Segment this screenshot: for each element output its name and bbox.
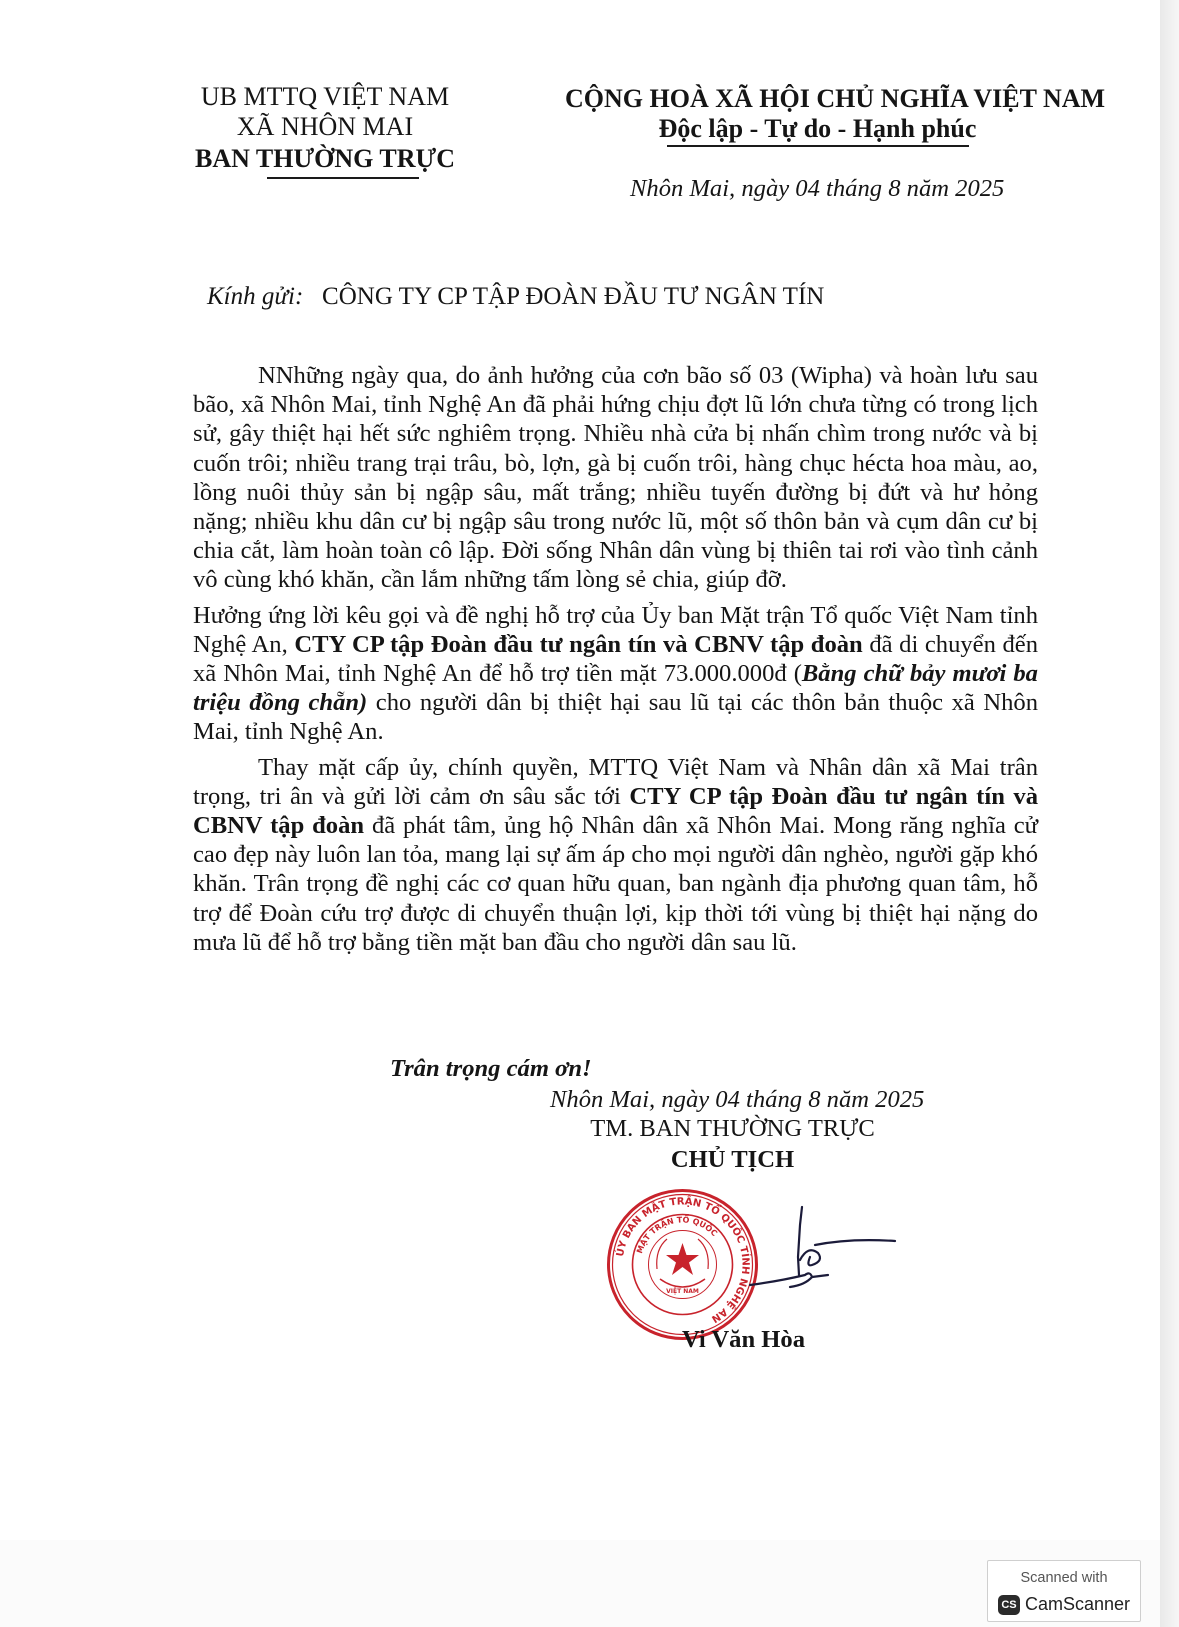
scan-margin: [0, 1540, 1160, 1627]
donor-name-2: CTY CP tập Đoàn đầu tư ngân tín và CBNV tập đoàn: [193, 782, 1038, 840]
donor-name: CTY CP tập Đoàn đầu tư ngân tín và CBNV tập đoàn: [294, 630, 863, 658]
camscanner-logo-icon: CS: [998, 1595, 1020, 1615]
header-left-underline: [267, 177, 419, 179]
paragraph-2: [193, 601, 1038, 747]
camscanner-watermark: [987, 1560, 1141, 1622]
camscanner-name: CamScanner: [1025, 1594, 1131, 1614]
recipient-label: Kính gửi:: [207, 283, 304, 310]
national-motto: Độc lập - Tự do - Hạnh phúc: [658, 114, 977, 143]
letter-body: [193, 361, 1038, 957]
signer-name: Vi Văn Hòa: [682, 1326, 805, 1353]
recipient-name: CÔNG TY CP TẬP ĐOÀN ĐẦU TƯ NGÂN TÍN: [322, 283, 825, 310]
closing-thanks: Trân trọng cám ơn!: [390, 1055, 592, 1082]
closing-date: Nhôn Mai, ngày 04 tháng 8 năm 2025: [550, 1086, 925, 1113]
issue-date: Nhôn Mai, ngày 04 tháng 8 năm 2025: [630, 175, 1005, 202]
handwritten-signature: [720, 1205, 910, 1305]
p3-text-c: đã phát tâm, ủng hộ Nhân dân xã Nhôn Mai. Mong răng nghĩa cử cao đẹp này luôn lan tỏa, mang lại sự ấm áp cho mọi người dân nghèo, người gặp khó khăn. Trân trọng đề nghị các cơ quan hữu quan, ban ngành địa phương quan tâm, hỗ trợ để Đoàn cứu trợ được di chuyển thuận lợi, kịp thời tới vùng bị thiệt hại nặng do mưa lũ để hỗ trợ bằng tiền mặt ban đầu cho người dân sau lũ.: [193, 812, 1038, 956]
p2-text-a: Hưởng ứng lời kêu gọi và đề nghị hỗ trợ của Ủy ban Mặt trận Tổ quốc Việt Nam tỉnh Nghệ An,: [193, 601, 1038, 658]
seal-center-text: VIỆT NAM: [666, 1288, 699, 1295]
p3-text-a: Thay mặt cấp ủy, chính quyền, MTTQ Việt Nam và Nhân dân xã Mai trân trọng, tri ân và gửi lời cảm ơn sâu sắc tới: [193, 753, 1038, 810]
org-name: UB MTTQ VIỆT NAM: [200, 82, 450, 111]
p2-text-c: đã di chuyển đến xã Nhôn Mai, tỉnh Nghệ An để hỗ trợ tiền mặt 73.000.000đ (: [193, 630, 1038, 688]
commune-name: XÃ NHÔN MAI: [236, 112, 414, 141]
motto-underline: [667, 145, 969, 147]
recipient-line: [207, 282, 824, 312]
national-title: CỘNG HOÀ XÃ HỘI CHỦ NGHĨA VIỆT NAM: [565, 84, 1106, 113]
seal-inner-text: MẶT TRẬN TỔ QUỐC: [635, 1215, 719, 1255]
standing-committee-label: BAN THƯỜNG TRỰC: [194, 144, 456, 173]
signer-title: CHỦ TỊCH: [670, 1146, 795, 1173]
scanned-with-text: Scanned with: [1020, 1570, 1108, 1586]
paragraph-3: [193, 753, 1038, 957]
paragraph-1: NNhững ngày qua, do ảnh hưởng của cơn bão số 03 (Wipha) và hoàn lưu sau bão, xã Nhôn Mai, tỉnh Nghệ An đã phải hứng chịu đợt lũ lớn chưa từng có trong lịch sử, gây thiệt hại hết sức nghiêm trọng. Nhiều nhà cửa bị nhấn chìm trong nước và bị cuốn trôi; nhiều trang trại trâu, bò, lợn, gà bị cuốn trôi, hàng chục hécta hoa màu, ao, lồng nuôi thủy sản bị ngập sâu, mất trắng; nhiều tuyến đường bị đứt và hư hỏng nặng; nhiều khu dân cư bị ngập sâu trong nước lũ, một số thôn bản và cụm dân cư bị chia cắt, làm hoàn toàn cô lập. Đời sống Nhân dân vùng bị thiên tai rơi vào tình cảnh vô cùng khó khăn, cần lắm những tấm lòng sẻ chia, giúp đỡ.: [193, 362, 1038, 594]
page-edge-shadow: [1160, 0, 1179, 1627]
seal-outer-text: ỦY BAN MẶT TRẬN TỔ QUỐC TỈNH NGHỆ AN: [614, 1196, 751, 1325]
on-behalf-label: TM. BAN THƯỜNG TRỰC: [590, 1115, 875, 1142]
p2-text-e: cho người dân bị thiệt hại sau lũ tại các thôn bản thuộc xã Nhôn Mai, tỉnh Nghệ An.: [193, 689, 1038, 746]
amount-in-words: Bằng chữ bảy mươi ba triệu đồng chẵn): [193, 660, 1038, 717]
